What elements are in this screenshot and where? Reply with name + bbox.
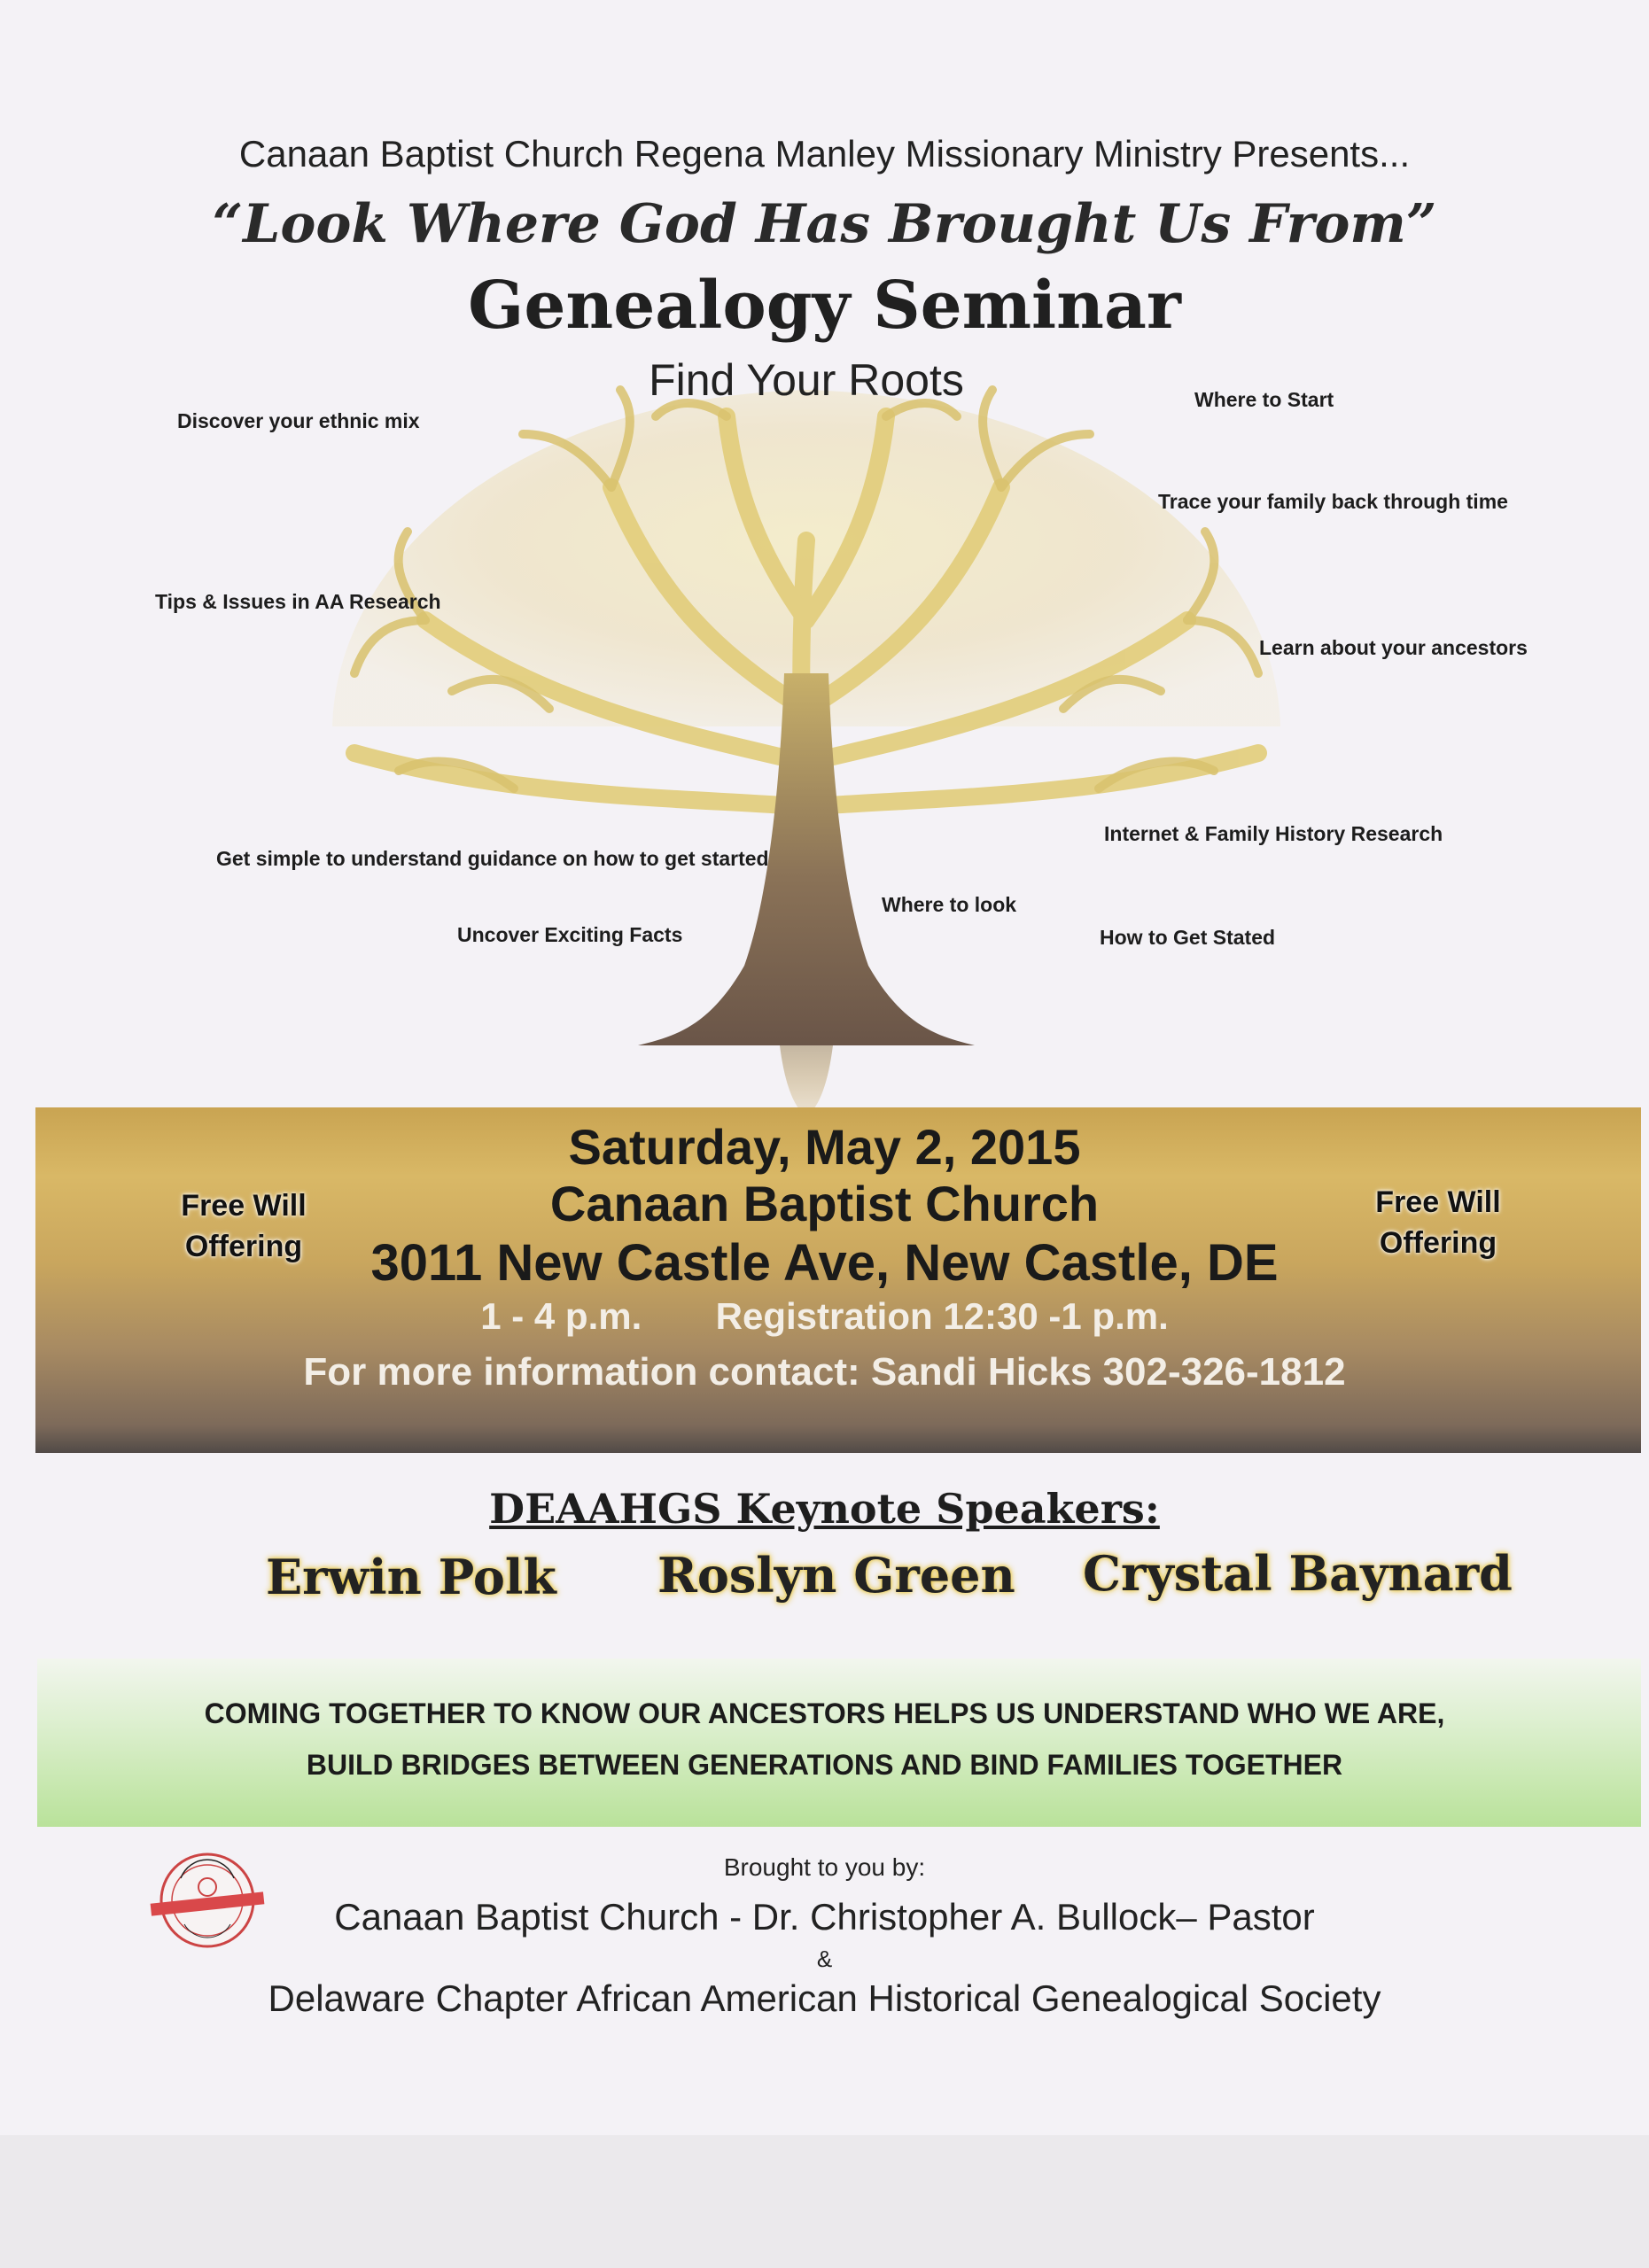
- tip-simple-guidance: Get simple to understand guidance on how to get started: [216, 847, 769, 870]
- message-line-2: BUILD BRIDGES BETWEEN GENERATIONS AND BIND FAMILIES TOGETHER: [306, 1749, 1343, 1781]
- event-contact: For more information contact: Sandi Hicks 302-326-1812: [303, 1350, 1346, 1394]
- tip-exciting-facts: Uncover Exciting Facts: [457, 923, 683, 946]
- ampersand: &: [816, 1946, 833, 1972]
- speaker-name: Crystal Baynard: [1083, 1545, 1513, 1602]
- tip-how-to-get-started: How to Get Stated: [1100, 926, 1276, 949]
- presenter-line: Canaan Baptist Church Regena Manley Missionary Ministry Presents...: [238, 133, 1411, 175]
- event-registration: Registration 12:30 -1 p.m.: [715, 1295, 1169, 1337]
- brought-by-label: Brought to you by:: [723, 1853, 926, 1881]
- family-tree-illustration: [319, 337, 1294, 1116]
- message-band: [37, 1658, 1641, 1827]
- seminar-subtitle: Find Your Roots: [649, 355, 964, 405]
- tip-trace-family: Trace your family back through time: [1158, 490, 1508, 513]
- event-address: 3011 New Castle Ave, New Castle, DE: [370, 1234, 1279, 1292]
- event-date: Saturday, May 2, 2015: [568, 1119, 1081, 1175]
- sponsor-society: Delaware Chapter African American Historical Genealogical Society: [268, 1977, 1381, 2019]
- seminar-title: Genealogy Seminar: [468, 268, 1181, 344]
- event-time-line: [0, 1295, 1649, 1338]
- tip-aa-research: Tips & Issues in AA Research: [155, 590, 441, 613]
- message-line-1: COMING TOGETHER TO KNOW OUR ANCESTORS HELPS US UNDERSTAND WHO WE ARE,: [204, 1697, 1445, 1729]
- theme-quote: “Look Where God Has Brought Us From”: [212, 193, 1437, 255]
- tip-internet-research: Internet & Family History Research: [1104, 822, 1443, 845]
- free-will-offering-right: Free Will Offering: [1375, 1185, 1501, 1260]
- speaker-name: Roslyn Green: [657, 1547, 1015, 1604]
- scan-margin: [0, 2135, 1649, 2268]
- tip-ethnic-mix: Discover your ethnic mix: [177, 409, 420, 432]
- event-venue: Canaan Baptist Church: [549, 1176, 1100, 1231]
- sponsor-church: Canaan Baptist Church - Dr. Christopher A. Bullock– Pastor: [334, 1896, 1315, 1938]
- speaker-name: Erwin Polk: [266, 1549, 556, 1605]
- free-will-offering-left: Free Will Offering: [181, 1189, 307, 1263]
- tip-where-to-start: Where to Start: [1194, 388, 1334, 411]
- tip-learn-ancestors: Learn about your ancestors: [1259, 636, 1528, 659]
- keynote-heading: DEAAHGS Keynote Speakers:: [489, 1485, 1160, 1533]
- event-time: 1 - 4 p.m.: [480, 1295, 642, 1337]
- tip-where-to-look: Where to look: [882, 893, 1017, 916]
